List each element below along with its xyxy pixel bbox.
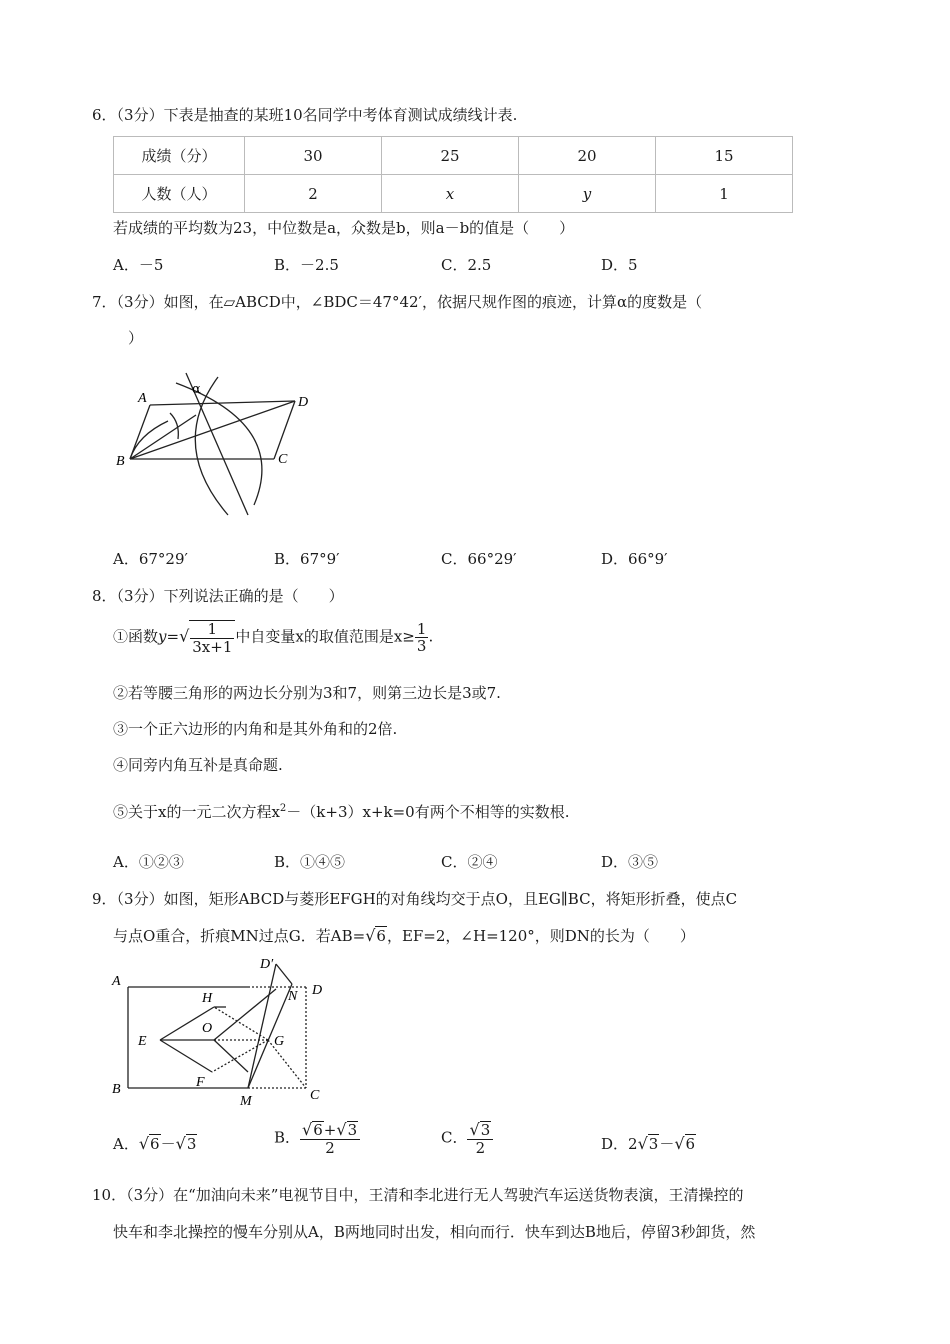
- q6-option-c[interactable]: C．2.5: [441, 256, 492, 274]
- label-b: B: [112, 1082, 121, 1097]
- construction-arc: [195, 377, 228, 515]
- q8-statement-1: ①函数y=√ $\frac{1}{3x+1}$ 中自变量x的取值范围是x≥ $\frac{1}{3}$ .: [113, 619, 434, 656]
- q10-stem-2: 快车和李北操控的慢车分别从A，B两地同时出发，相向而行．快车到达B地后，停留3秒卸货，然: [113, 1223, 756, 1241]
- q10-stem-1: 10．（3分）在“加油向未来”电视节目中，王清和李北进行无人驾驶汽车运送货物表演，王清操控的: [92, 1186, 744, 1204]
- edge-ad: [150, 401, 295, 405]
- construction-arc: [170, 413, 178, 439]
- q9-option-d[interactable]: D．2√3－√6: [601, 1134, 696, 1153]
- sqrt-sign: √: [365, 926, 376, 945]
- q7-option-c[interactable]: C．66°29′: [441, 550, 517, 568]
- q7-option-a[interactable]: A．67°29′: [113, 550, 188, 568]
- dotted-gf: [212, 1040, 268, 1072]
- q9-stem-2: 与点O重合，折痕MN过点G．若AB=√6，EF=2，∠H=120°，则DN的长为（ ）: [113, 926, 695, 945]
- table-cell: y: [519, 175, 656, 213]
- table-cell: 2: [245, 175, 382, 213]
- label-d: D: [312, 983, 323, 998]
- sqrt-fraction: $\frac{1}{3x+1}$: [189, 620, 235, 655]
- label-h: H: [202, 991, 213, 1006]
- fold-m-d: [248, 964, 276, 1088]
- label-m: M: [240, 1094, 252, 1109]
- q9-option-c[interactable]: C． $\frac{√3}{2}$: [441, 1121, 493, 1156]
- q9-stem-1: 9．（3分）如图，矩形ABCD与菱形EFGH的对角线均交于点O，且EG∥BC，将矩形折叠，使点C: [92, 890, 738, 908]
- table-row: [114, 175, 793, 213]
- sqrt-sign: √: [138, 1134, 150, 1153]
- label-c: C: [278, 452, 288, 467]
- label-o: O: [202, 1021, 213, 1036]
- label-e: E: [138, 1034, 147, 1049]
- label-a: A: [138, 391, 147, 406]
- rhombus-ef: [160, 1040, 212, 1072]
- label-b: B: [116, 454, 125, 469]
- q6-stem: 6．（3分）下表是抽查的某班10名同学中考体育测试成绩线计表.: [92, 106, 518, 124]
- construction-arc: [130, 421, 168, 459]
- q8-stem: 8．（3分）下列说法正确的是（ ）: [92, 587, 344, 605]
- construction-arc: [176, 383, 262, 505]
- q8-statement-3: ③一个正六边形的内角和是其外角和的2倍.: [113, 720, 398, 738]
- q8-option-a[interactable]: A．①②③: [113, 853, 184, 871]
- sqrt-sign: √: [674, 1134, 685, 1153]
- fraction: $\frac{1}{3}$: [416, 619, 427, 655]
- rhombus-of: [214, 1040, 248, 1072]
- q8-option-d[interactable]: D．③⑤: [601, 853, 659, 871]
- q7-option-b[interactable]: B．67°9′: [274, 550, 340, 568]
- label-f: F: [196, 1075, 205, 1090]
- q7-option-d[interactable]: D．66°9′: [601, 550, 668, 568]
- q9-rectangle-rhombus-figure: [108, 952, 338, 1112]
- q9-option-a[interactable]: A．√6－√3: [113, 1134, 197, 1153]
- table-cell: 20: [519, 137, 656, 175]
- table-cell: 30: [245, 137, 382, 175]
- fraction: $\frac{√6+√3}{2}$: [300, 1121, 360, 1156]
- q6-option-d[interactable]: D．5: [601, 256, 638, 274]
- table-cell: 15: [656, 137, 793, 175]
- q8-option-c[interactable]: C．②④: [441, 853, 498, 871]
- label-a: A: [112, 974, 121, 989]
- q8-statement-2: ②若等腰三角形的两边长分别为3和7，则第三边长是3或7.: [113, 684, 501, 702]
- q8-statement-5: ⑤关于x的一元二次方程$x^2-(k+3)x+k=0$有两个不相等的实数根.: [113, 803, 570, 821]
- table-cell: 成绩（分）: [114, 137, 245, 175]
- label-alpha: α: [192, 382, 201, 397]
- sqrt-sign: √: [175, 1134, 186, 1153]
- q7-stem: 7．（3分）如图，在▱ABCD中，∠BDC＝47°42′，依据尺规作图的痕迹，计算α的度数是（: [92, 293, 703, 311]
- q6-option-b[interactable]: B．－2.5: [274, 256, 339, 274]
- fold-d-n: [276, 964, 292, 984]
- label-c: C: [310, 1088, 320, 1103]
- q7-parallelogram-figure: [108, 365, 328, 525]
- q8-option-b[interactable]: B．①④⑤: [274, 853, 346, 871]
- fold-segment: [214, 989, 276, 1040]
- q6-stem2: 若成绩的平均数为23，中位数是a，众数是b，则a－b的值是（ ）: [113, 219, 575, 237]
- q9-option-b[interactable]: B． $\frac{√6+√3}{2}$: [274, 1121, 360, 1156]
- label-d-prime: D′: [260, 957, 274, 972]
- table-row: [114, 137, 793, 175]
- table-cell: 25: [382, 137, 519, 175]
- diagonal-bd: [130, 401, 295, 459]
- q6-score-table: [113, 136, 793, 213]
- sqrt-sign: √: [637, 1134, 648, 1153]
- q6-option-a[interactable]: A．－5: [113, 256, 164, 274]
- angle-bisector: [130, 415, 196, 459]
- dotted-gh: [214, 1007, 268, 1040]
- fraction: $\frac{√3}{2}$: [467, 1121, 493, 1156]
- sqrt-sign: √: [179, 626, 190, 646]
- label-g: G: [274, 1034, 285, 1049]
- label-d: D: [298, 395, 309, 410]
- q8-statement-4: ④同旁内角互补是真命题.: [113, 756, 283, 774]
- table-cell: 人数（人）: [114, 175, 245, 213]
- table-cell: x: [382, 175, 519, 213]
- table-cell: 1: [656, 175, 793, 213]
- edge-dc: [274, 401, 295, 459]
- crease-mn: [248, 984, 292, 1088]
- label-n: N: [288, 989, 298, 1004]
- q7-stem-end: ）: [128, 329, 144, 347]
